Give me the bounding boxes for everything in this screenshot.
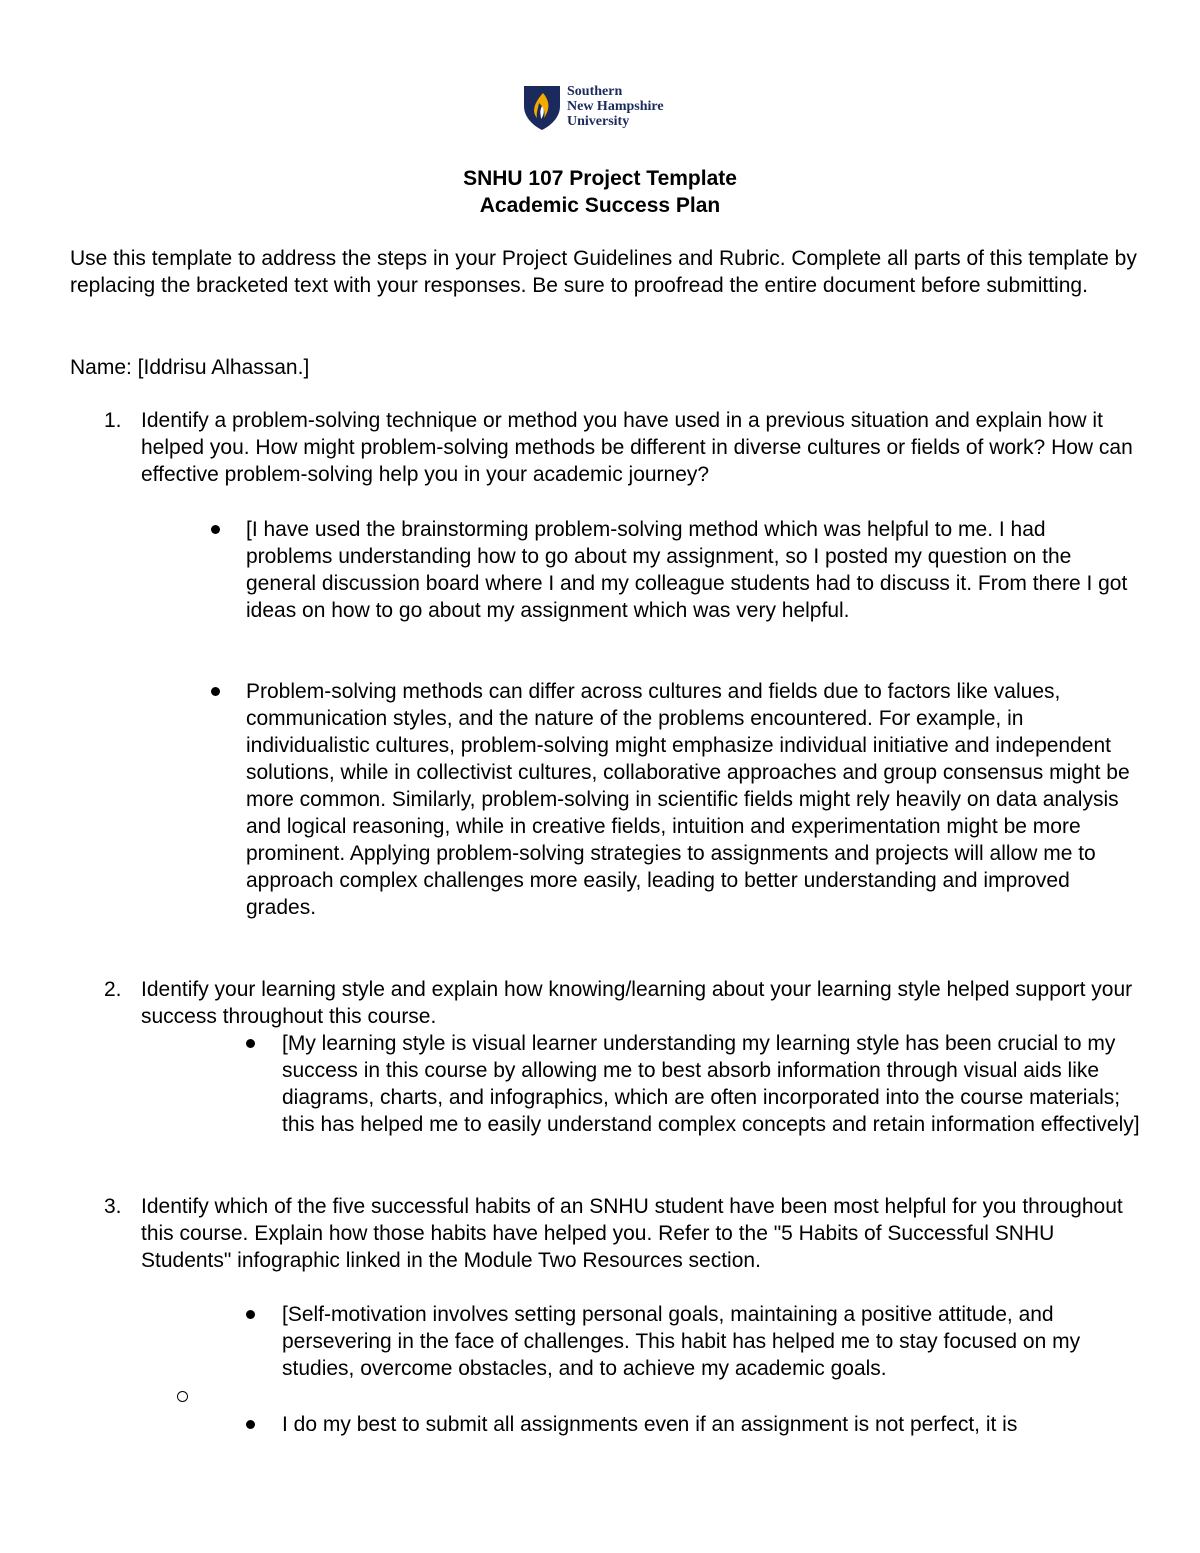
bullet-icon	[211, 525, 220, 534]
answer-text: [I have used the brainstorming problem-solving method which was helpful to me. I had problems understanding how to go about my assignment, so I posted my question on the general discussion board where I and my colleague students had to discuss it. From there I got ideas on how to go about my assignment which was very helpful.	[246, 518, 1128, 622]
bullet-icon	[246, 1310, 255, 1319]
intro-paragraph: Use this template to address the steps in your Project Guidelines and Rubric. Complete all parts of this template by replacing the bracketed text with your responses. Be sure to proofread the entire document before submitting.	[70, 247, 1137, 297]
hollow-bullet-icon	[177, 1391, 188, 1402]
answer-text: [Self-motivation involves setting personal goals, maintaining a positive attitude, and persevering in the face of challenges. This habit has helped me to stay focused on my studies, overcome obstacles, and to achieve my academic goals.	[282, 1303, 1081, 1380]
logo-line-3: University	[567, 114, 630, 129]
snhu-logo	[522, 84, 692, 132]
logo-line-2: New Hampshire	[567, 99, 664, 114]
page-title: SNHU 107 Project Template	[463, 167, 737, 190]
logo-wordmark	[567, 84, 664, 129]
question-text: Identify a problem-solving technique or method you have used in a previous situation and explain how it helped you. How might problem-solving methods be different in diverse cultures or fields of work? How can effective problem-solving help you in your academic journey?	[141, 409, 1133, 486]
answer-text: [My learning style is visual learner understanding my learning style has been crucial to my success in this course by allowing me to best absorb information through visual aids like diagrams, charts, and infographics, which are often incorporated into the course materials; this has helped me to easily understand complex concepts and retain information effectively]	[282, 1032, 1140, 1136]
question-number: 3.	[104, 1195, 122, 1218]
bullet-icon	[211, 687, 220, 696]
question-text: Identify your learning style and explain how knowing/learning about your learning style helped support your success throughout this course.	[141, 978, 1133, 1028]
bullet-icon	[246, 1039, 255, 1048]
question-number: 1.	[104, 409, 122, 432]
shield-flame-icon	[522, 84, 562, 132]
question-text: Identify which of the five successful habits of an SNHU student have been most helpful for you throughout this course. Explain how those habits have helped you. Refer to the "5 Habits of Successful SNHU Students" infographic linked in the Module Two Resources section.	[141, 1195, 1123, 1272]
name-line: Name: [Iddrisu Alhassan.]	[70, 356, 310, 379]
page-subtitle: Academic Success Plan	[479, 194, 721, 217]
answer-text: I do my best to submit all assignments even if an assignment is not perfect, it is	[282, 1413, 1018, 1436]
answer-text: Problem-solving methods can differ across cultures and fields due to factors like values, communication styles, and the nature of the problems encountered. For example, in individualistic cultures, problem-solving might emphasize individual initiative and independent solutions, while in collectivist cultures, collaborative approaches and group consensus might be more common. Similarly, problem-solving in scientific fields might rely heavily on data analysis and logical reasoning, while in creative fields, intuition and experimentation might be more prominent. Applying problem-solving strategies to assignments and projects will allow me to approach complex challenges more easily, leading to better understanding and improved grades.	[246, 680, 1130, 919]
question-number: 2.	[104, 978, 122, 1001]
logo-line-1: Southern	[567, 84, 623, 99]
bullet-icon	[246, 1420, 255, 1429]
